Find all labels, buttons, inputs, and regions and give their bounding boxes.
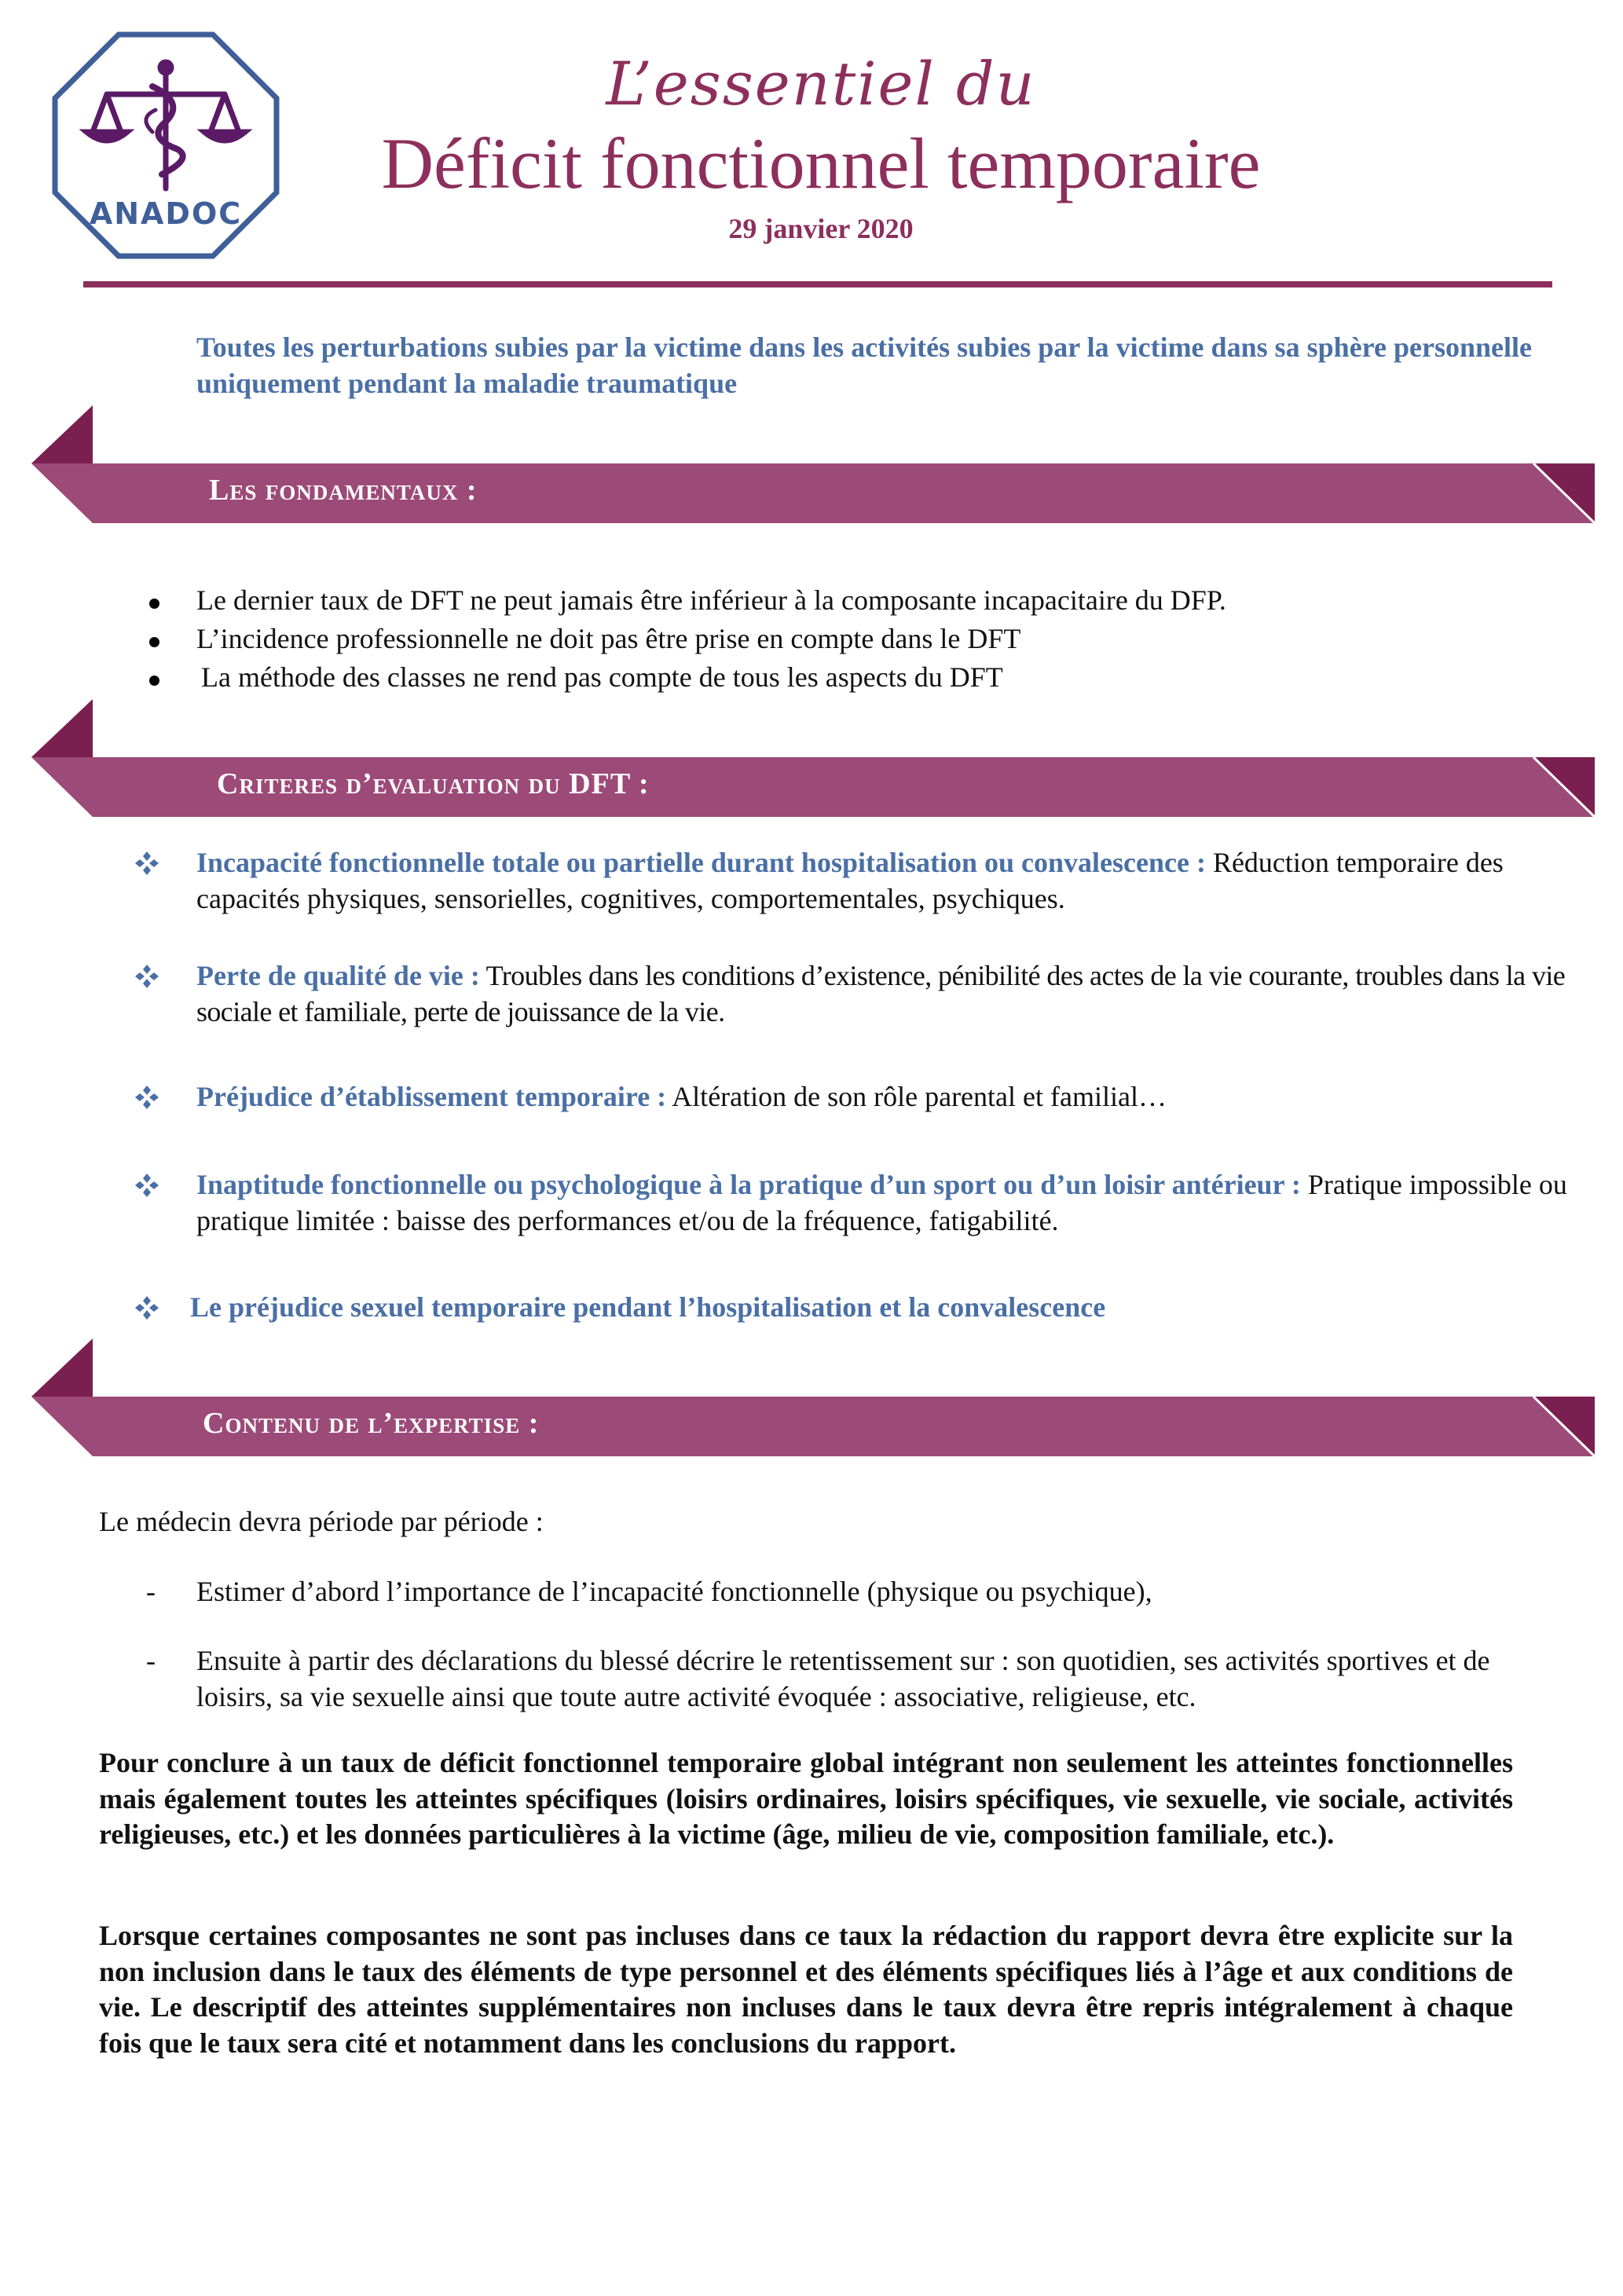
definition-text: Toutes les perturbations subies par la victime dans les activités subies par la victime dans sa sphère personnelle uniquement pendant la maladie traumatique bbox=[196, 331, 1532, 399]
header-divider bbox=[83, 281, 1552, 287]
list-item: L’incidence professionnelle ne doit pas être prise en compte dans le DFT bbox=[134, 620, 1548, 658]
logo-text: ANADOC bbox=[89, 196, 243, 231]
document-title: Déficit fonctionnel temporaire bbox=[381, 123, 1261, 203]
section-banner-fondamentaux bbox=[31, 401, 1595, 534]
banner-shape bbox=[31, 1334, 1595, 1467]
bullet-icon bbox=[149, 599, 159, 609]
dash-list-item: - Ensuite à partir des déclarations du blessé décrire le retentissement sur : son quotidien, ses activités sportives et de loisirs, sa vie sexuelle ainsi que toute autre activité évoquée : associative, religieuse, etc. bbox=[146, 1645, 1490, 1712]
bullet-icon bbox=[149, 637, 159, 647]
conclusion-paragraph: Pour conclure à un taux de déficit fonctionnel temporaire global intégrant non seulement les atteintes fonctionnelles mais également toutes les atteintes spécifiques (loisirs ordinaires, loisirs spécifiques, vie sexuelle, vie sociale, activités religieuses, etc.) et les données particulières à la victime (âge, milieu de vie, composition familiale, etc.). bbox=[99, 1747, 1513, 1851]
banner-shape bbox=[31, 694, 1595, 828]
section-title: Les fondamentaux : bbox=[209, 474, 478, 507]
list-item: Le dernier taux de DFT ne peut jamais être inférieur à la composante incapacitaire du DFP. bbox=[134, 581, 1548, 620]
criterion-item: Le préjudice sexuel temporaire pendant l’hospitalisation et la convalescence bbox=[134, 1290, 1573, 1326]
dash-list-item: - Estimer d’abord l’importance de l’incapacité fonctionnelle (physique ou psychique), bbox=[146, 1574, 1563, 1610]
bullet-icon bbox=[149, 676, 159, 686]
banner-shape bbox=[31, 401, 1595, 534]
diamond-cluster-icon bbox=[134, 1172, 160, 1199]
diamond-cluster-icon bbox=[134, 1294, 160, 1321]
list-item: La méthode des classes ne rend pas compte de tous les aspects du DFT bbox=[134, 658, 1548, 697]
diamond-cluster-icon bbox=[134, 1084, 160, 1111]
diamond-cluster-icon bbox=[134, 963, 160, 990]
dash-marker: - bbox=[146, 1576, 156, 1607]
criterion-item: Préjudice d’établissement temporaire : Altération de son rôle parental et familial… bbox=[134, 1079, 1579, 1115]
section-title: Contenu de l’expertise : bbox=[203, 1407, 540, 1440]
dash-marker: - bbox=[146, 1645, 156, 1676]
section-banner-criteres bbox=[31, 694, 1595, 828]
section-title: Criteres d’evaluation du DFT : bbox=[217, 767, 650, 800]
conclusion-paragraph: Lorsque certaines composantes ne sont pas incluses dans ce taux la rédaction du rapport devra être explicite sur la non inclusion dans le taux des éléments de type personnel et des éléments spécifiques liés à l’âge et aux conditions de vie. Le descriptif des atteintes supplémentaires non incluses dans le taux devra être repris intégralement à chaque fois que le taux sera cité et notamment dans les conclusions du rapport. bbox=[99, 1920, 1513, 2060]
section-banner-expertise bbox=[31, 1334, 1595, 1467]
criterion-item: Perte de qualité de vie : Troubles dans les conditions d’existence, pénibilité des actes de la vie courante, troubles dans la vie sociale et familiale, perte de jouissance de la vie. bbox=[134, 958, 1579, 1030]
fondamentaux-list bbox=[134, 581, 1548, 697]
diamond-cluster-icon bbox=[134, 850, 160, 877]
document-subtitle: L’essentiel du bbox=[606, 49, 1036, 119]
anadoc-logo bbox=[52, 31, 280, 259]
criterion-item: Incapacité fonctionnelle totale ou partielle durant hospitalisation ou convalescence : Réduction temporaire des capacités physiques, sensorielles, cognitives, comportementales, psychiques. bbox=[134, 845, 1579, 917]
criterion-item: Inaptitude fonctionnelle ou psychologique à la pratique d’un sport ou d’un loisir antérieur : Pratique impossible ou pratique limitée : baisse des performances et/ou de la fréquence, fatigabilité. bbox=[134, 1167, 1579, 1239]
document-date: 29 janvier 2020 bbox=[728, 213, 914, 244]
expertise-intro: Le médecin devra période par période : bbox=[99, 1506, 544, 1537]
